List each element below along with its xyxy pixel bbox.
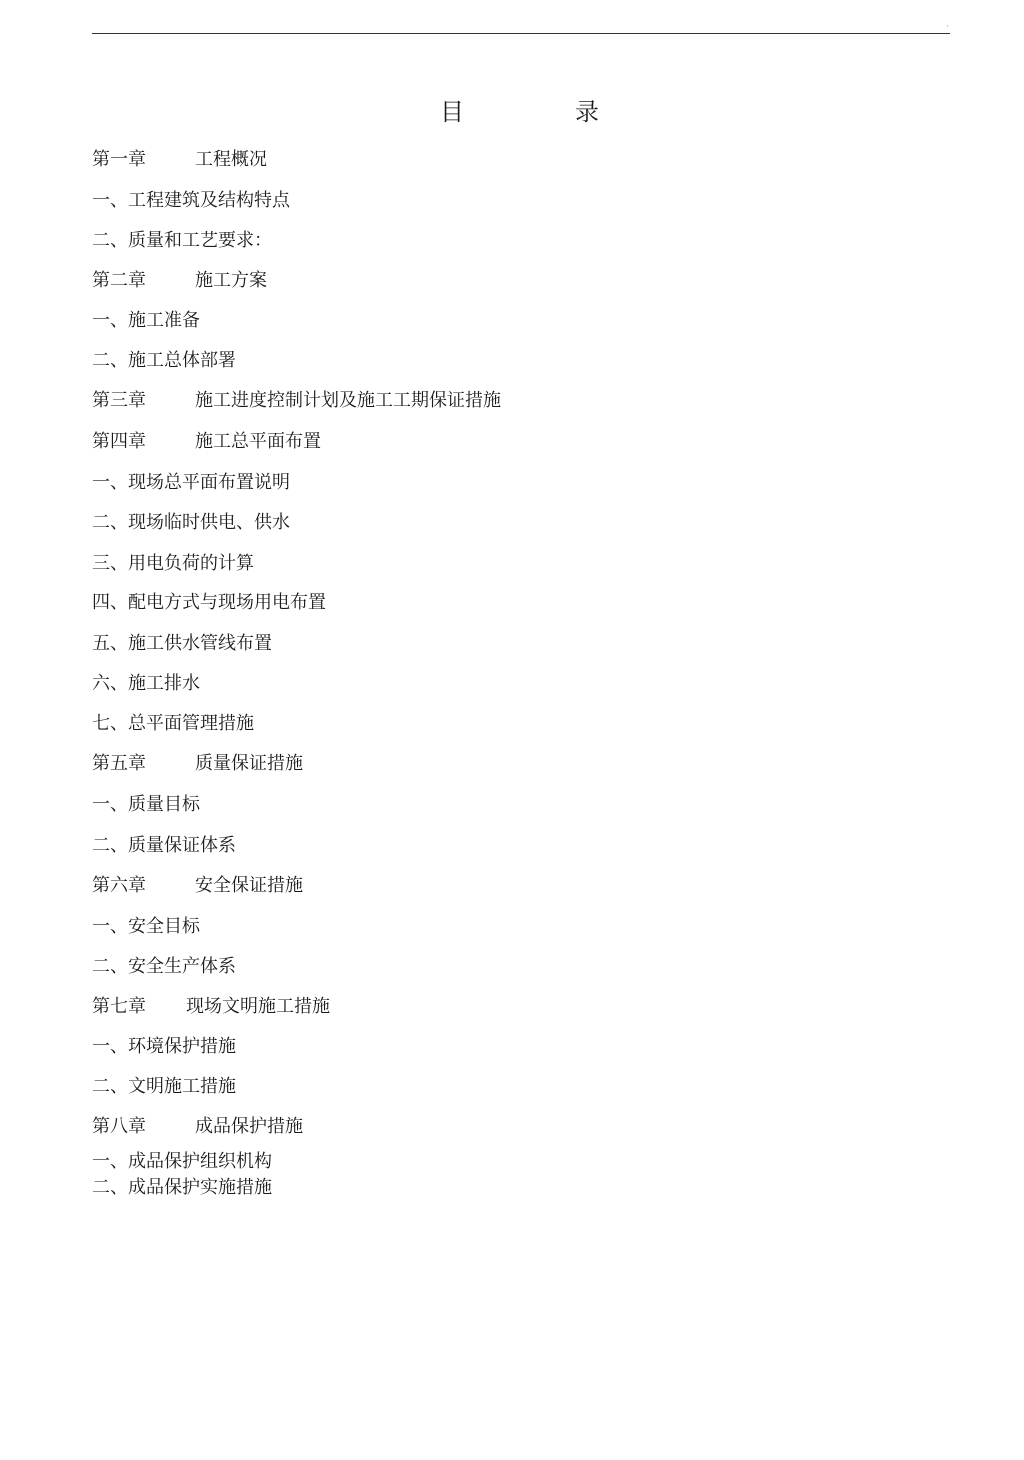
- toc-number: 六、: [92, 673, 128, 694]
- toc-section[interactable]: [92, 632, 272, 656]
- toc-number: 二、: [92, 512, 128, 533]
- toc-number: 第一章: [92, 149, 146, 170]
- toc-number: 二、: [92, 230, 128, 251]
- toc-number: 一、: [92, 190, 128, 211]
- toc-entry-text: 安全目标: [128, 916, 200, 937]
- toc-number: 二、: [92, 1076, 128, 1097]
- toc-entry-text: 施工供水管线布置: [128, 633, 272, 654]
- toc-entry-text: 现场临时供电、供水: [128, 512, 290, 533]
- toc-section[interactable]: [92, 591, 326, 615]
- toc-chapter-4[interactable]: [92, 430, 321, 454]
- toc-section[interactable]: [92, 1150, 272, 1174]
- toc-entry-text: 安全生产体系: [128, 956, 236, 977]
- toc-entry-text: 成品保护实施措施: [128, 1177, 272, 1198]
- toc-title: [0, 95, 1024, 129]
- toc-entry-text: 现场总平面布置说明: [128, 472, 290, 493]
- toc-number: 三、: [92, 553, 128, 574]
- toc-number: 二、: [92, 350, 128, 371]
- toc-entry-text: 施工总体部署: [128, 350, 236, 371]
- toc-entry-text: 文明施工措施: [128, 1076, 236, 1097]
- toc-title-part-2: 录: [575, 98, 599, 126]
- toc-number: 一、: [92, 794, 128, 815]
- toc-chapter-1[interactable]: [92, 148, 267, 172]
- toc-entry-text: 配电方式与现场用电布置: [128, 592, 326, 613]
- toc-number: 七、: [92, 713, 128, 734]
- header-rule: [92, 33, 950, 34]
- toc-section[interactable]: [92, 511, 290, 535]
- toc-number: 一、: [92, 916, 128, 937]
- toc-number: 一、: [92, 1036, 128, 1057]
- toc-entry-text: 成品保护组织机构: [128, 1151, 272, 1172]
- toc-entry-text: 施工总平面布置: [195, 431, 321, 452]
- corner-mark: ·: [946, 22, 949, 32]
- toc-number: 二、: [92, 835, 128, 856]
- toc-entry-text: 安全保证措施: [195, 875, 303, 896]
- toc-chapter-2[interactable]: [92, 269, 267, 293]
- toc-chapter-5[interactable]: [92, 752, 303, 776]
- toc-entry-text: 施工排水: [128, 673, 200, 694]
- toc-section[interactable]: [92, 834, 236, 858]
- toc-chapter-6[interactable]: [92, 874, 303, 898]
- toc-section[interactable]: [92, 1176, 272, 1200]
- toc-number: 第八章: [92, 1116, 146, 1137]
- toc-entry-text: 环境保护措施: [128, 1036, 236, 1057]
- toc-section[interactable]: [92, 1075, 236, 1099]
- toc-entry-text: 用电负荷的计算: [128, 553, 254, 574]
- toc-entry-text: 施工方案: [195, 270, 267, 291]
- toc-chapter-3[interactable]: [92, 389, 501, 413]
- toc-entry-text: 总平面管理措施: [128, 713, 254, 734]
- toc-chapter-8[interactable]: [92, 1115, 303, 1139]
- toc-number: 第四章: [92, 431, 146, 452]
- toc-section[interactable]: [92, 915, 200, 939]
- toc-number: 第二章: [92, 270, 146, 291]
- toc-section[interactable]: [92, 955, 236, 979]
- toc-entry-text: 工程建筑及结构特点: [128, 190, 290, 211]
- toc-number: 第三章: [92, 390, 146, 411]
- toc-entry-text: 现场文明施工措施: [186, 996, 330, 1017]
- toc-section[interactable]: [92, 309, 200, 333]
- toc-entry-text: 施工进度控制计划及施工工期保证措施: [195, 390, 501, 411]
- toc-chapter-7[interactable]: [92, 995, 330, 1019]
- toc-number: 第六章: [92, 875, 146, 896]
- toc-entry-text: 施工准备: [128, 310, 200, 331]
- toc-entry-text: 工程概况: [195, 149, 267, 170]
- toc-number: 一、: [92, 310, 128, 331]
- toc-number: 第五章: [92, 753, 146, 774]
- toc-number: 二、: [92, 956, 128, 977]
- toc-section[interactable]: [92, 1035, 236, 1059]
- toc-section[interactable]: [92, 471, 290, 495]
- toc-section[interactable]: [92, 672, 200, 696]
- toc-title-part-1: 目: [440, 98, 464, 126]
- toc-number: 第七章: [92, 996, 146, 1017]
- toc-entry-text: 质量目标: [128, 794, 200, 815]
- toc-entry-text: 质量和工艺要求：: [128, 230, 272, 251]
- toc-number: 五、: [92, 633, 128, 654]
- toc-section[interactable]: [92, 229, 272, 253]
- toc-number: 四、: [92, 592, 128, 613]
- toc-section[interactable]: [92, 349, 236, 373]
- toc-entry-text: 成品保护措施: [195, 1116, 303, 1137]
- toc-section[interactable]: [92, 712, 254, 736]
- toc-number: 一、: [92, 1151, 128, 1172]
- toc-section[interactable]: [92, 793, 200, 817]
- toc-section[interactable]: [92, 189, 290, 213]
- toc-number: 二、: [92, 1177, 128, 1198]
- toc-entry-text: 质量保证体系: [128, 835, 236, 856]
- toc-number: 一、: [92, 472, 128, 493]
- toc-entry-text: 质量保证措施: [195, 753, 303, 774]
- toc-section[interactable]: [92, 552, 254, 576]
